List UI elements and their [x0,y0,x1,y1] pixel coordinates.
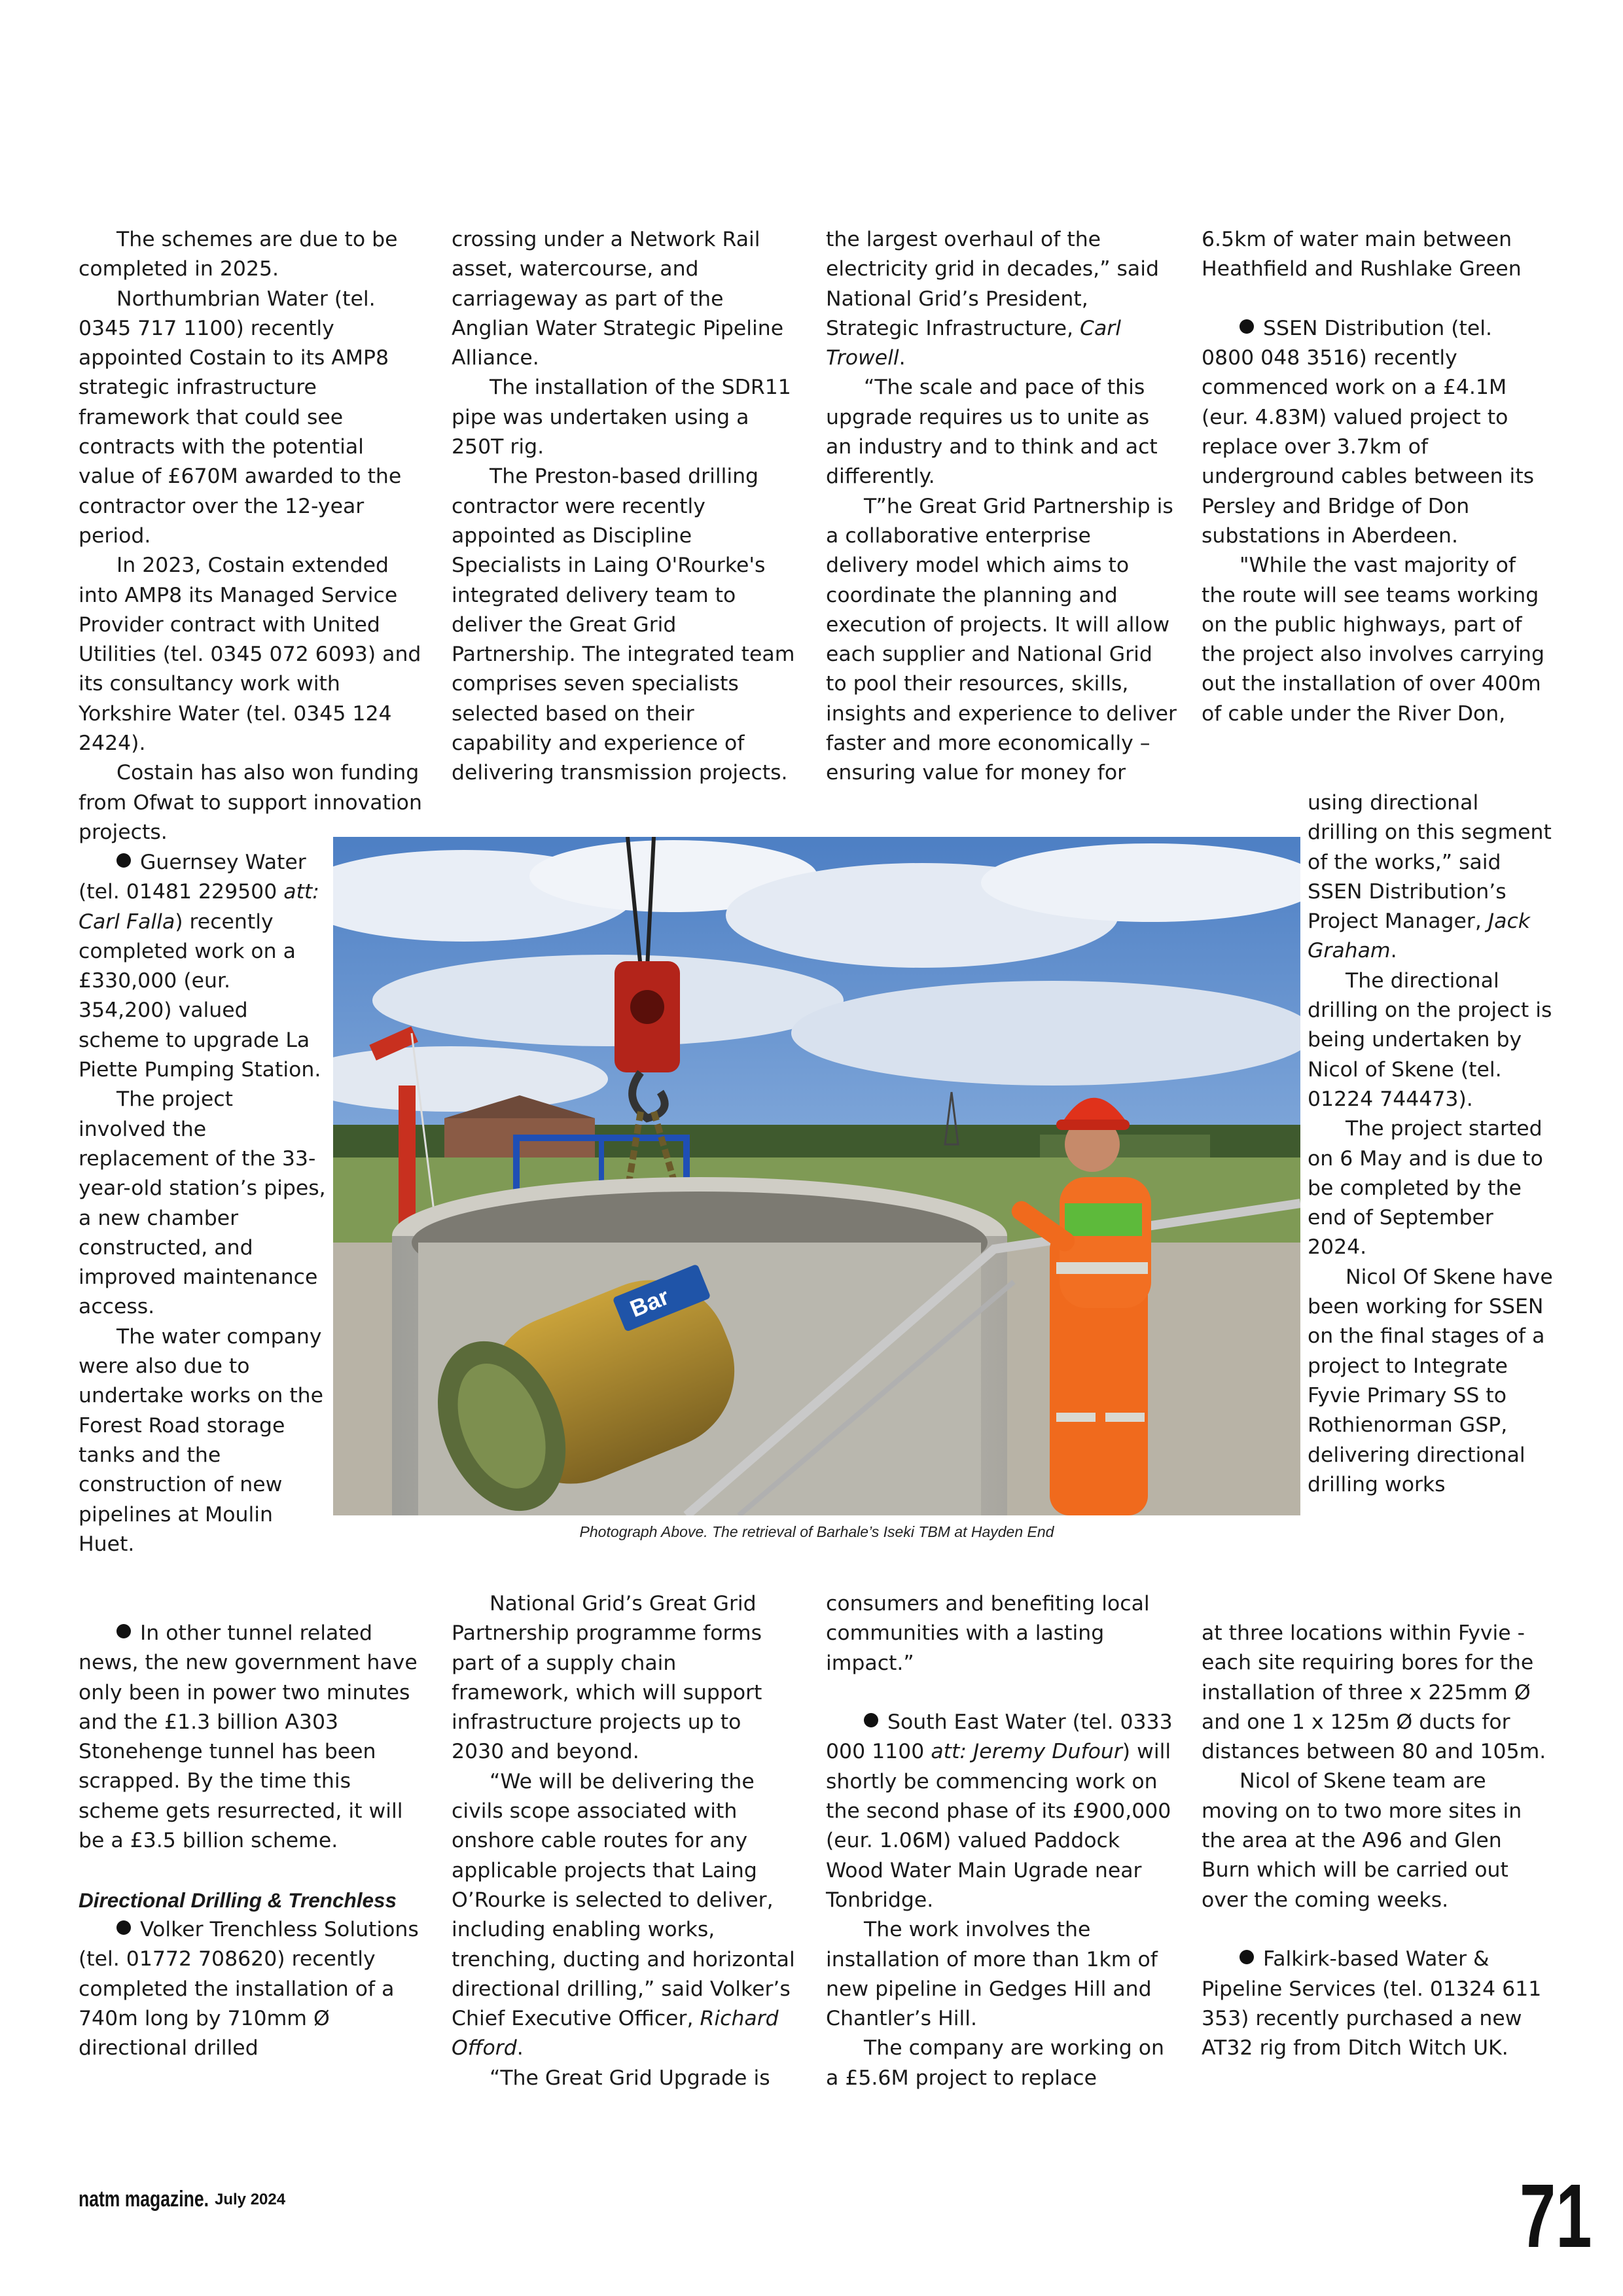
paragraph: "While the vast majority of the route will see teams working on the public highways, part of the project also involves carrying out the installation of over 400m of cable under the River Don, [1202,554,1544,726]
magazine-name: natm magazine. [79,2187,209,2212]
tbm-retrieval-photo [333,837,1300,1515]
paragraph: The work involves the installation of more than 1km of new pipeline in Gedges Hill and Chantler’s Hill. [826,1918,1158,2031]
section-heading: Directional Drilling & Trenchless [79,1888,397,1912]
paragraph: “The scale and pace of this upgrade requires us to unite as an industry and to think and act differently. [826,376,1158,489]
paragraph: using directional drilling on this segment of the works,” said SSEN Distribution’s Project Manager, Jack Graham. [1308,791,1552,963]
bullet-icon [1240,1950,1254,1964]
paragraph: The directional drilling on the project is being undertaken by Nicol of Skene (tel. 01224 744473). [1308,968,1552,1111]
column-4-bottom [1202,1619,1548,2063]
bullet-icon [116,853,131,868]
column-3-bottom [826,1589,1179,2093]
paragraph: Northumbrian Water (tel. 0345 717 1100) recently appointed Costain to its AMP8 strategic infrastructure framework that could see contracts with the potential value of £670M awarded to the contractor over the 12-year period. [79,287,402,548]
paragraph: The company are working on a £5.6M project to replace [826,2036,1164,2090]
bullet-icon [864,1713,878,1727]
paragraph: 6.5km of water main between Heathfield and Rushlake Green [1202,228,1522,281]
column-2-bottom [452,1589,798,2093]
bullet-icon [116,1624,131,1638]
news-item-south-east-water: South East Water (tel. 0333 000 1100 att: Jeremy Dufour) will shortly be commencing work on the second phase of its £900,000 (eur. 1.06M) valued Paddock Wood Water Main Ugrade near Tonbridge. [826,1710,1173,1912]
column-3-top [826,225,1179,788]
news-item-falkirk: Falkirk-based Water & Pipeline Services (tel. 01324 611 353) recently purchased a new AT32 rig from Ditch Witch UK. [1202,1947,1542,2060]
column-1-bottom [79,1619,423,2063]
column-1-top [79,225,423,847]
paragraph: Nicol of Skene team are moving on to two more sites in the area at the A96 and Glen Burn which will be carried out over the coming weeks. [1202,1769,1522,1912]
paragraph: The project involved the replacement of the 33-year-old station’s pipes, a new chamber constructed, and improved maintenance access. [79,1087,326,1319]
paragraph: at three locations within Fyvie - each site requiring bores for the installation of three x 225mm Ø and one 1 x 125m Ø ducts for distances between 80 and 105m. [1202,1621,1546,1764]
paragraph: the largest overhaul of the electricity grid in decades,” said National Grid’s President, Strategic Infrastructure, Carl Trowell. [826,228,1159,370]
column-4-middle [1308,788,1555,1500]
paragraph: The project started on 6 May and is due to be completed by the end of September 2024. [1308,1117,1543,1260]
tbm-label: Bar [626,1282,673,1322]
bullet-icon [1240,319,1254,334]
paragraph: The water company were also due to undertake works on the Forest Road storage tanks and the construction of new pipelines at Moulin Huet. [79,1324,324,1556]
bullet-icon [116,1920,131,1935]
paragraph: consumers and benefiting local communities with a lasting impact.” [826,1592,1150,1675]
issue-date: July 2024 [215,2191,286,2208]
paragraph: Nicol Of Skene have been working for SSEN on the final stages of a project to Integrate Fyvie Primary SS to Rothienorman GSP, delivering directional drilling works [1308,1265,1553,1496]
paragraph: “The Great Grid Upgrade is [490,2066,770,2090]
photo-caption: Photograph Above. The retrieval of Barhale’s Iseki TBM at Hayden End [579,1523,1054,1540]
page-number: 71 [1520,2166,1592,2267]
paragraph: The Preston-based drilling contractor were recently appointed as Discipline Specialists in Laing O'Rourke's integrated delivery team to deliver the Great Grid Partnership. The integrated team comprises seven specialists selected based on their capability and experience of delivering transmission projects. [452,465,795,785]
paragraph: T”he Great Grid Partnership is a collaborative enterprise delivery model which aims to coordinate the planning and execution of projects. It will allow each supplier and National Grid to pool their resources, skills, insights and experience to deliver faster and more economically – ensuring value for money for [826,494,1177,785]
paragraph: In 2023, Costain extended into AMP8 its Managed Service Provider contract with United Utilities (tel. 0345 072 6093) and its consultancy work with Yorkshire Water (tel. 0345 124 2424). [79,554,421,756]
news-item-ssen: SSEN Distribution (tel. 0800 048 3516) recently commenced work on a £4.1M (eur. 4.83M) valued project to replace over 3.7km of underground cables between its Persley and Bridge of Don substations in Aberdeen. [1202,316,1535,548]
news-item-tunnel: In other tunnel related news, the new government have only been in power two minutes and the £1.3 billion A303 Stonehenge tunnel has been scrapped. By the time this scheme gets resurrected, it will be a £3.5 billion scheme. [79,1621,418,1853]
paragraph: crossing under a Network Rail asset, watercourse, and carriageway as part of the Anglian Water Strategic Pipeline Alliance. [452,228,784,370]
paragraph: National Grid’s Great Grid Partnership programme forms part of a supply chain framework, which will support infrastructure projects up to 2030 and beyond. [452,1592,762,1764]
paragraph: The schemes are due to be completed in 2025. [79,228,398,281]
column-1-middle [79,848,326,1559]
paragraph: “We will be delivering the civils scope associated with onshore cable routes for any applicable projects that Laing O’Rourke is selected to deliver, including enabling works, trenching, ducting and horizontal directional drilling,” said Volker’s Chief Executive Officer, Richard Offord. [452,1769,795,2060]
column-2-top [452,225,798,788]
news-item-guernsey: Guernsey Water (tel. 01481 229500 att: Carl Falla) recently completed work on a £330,000 (eur. 354,200) valued scheme to upgrade La Piette Pumping Station. [79,851,321,1082]
news-item-volker: Volker Trenchless Solutions (tel. 01772 708620) recently completed the installation of a 740m long by 710mm Ø directional drilled [79,1917,419,2060]
column-4-top [1202,225,1548,729]
paragraph: The installation of the SDR11 pipe was undertaken using a 250T rig. [452,376,791,459]
paragraph: Costain has also won funding from Ofwat to support innovation projects. [79,761,422,844]
